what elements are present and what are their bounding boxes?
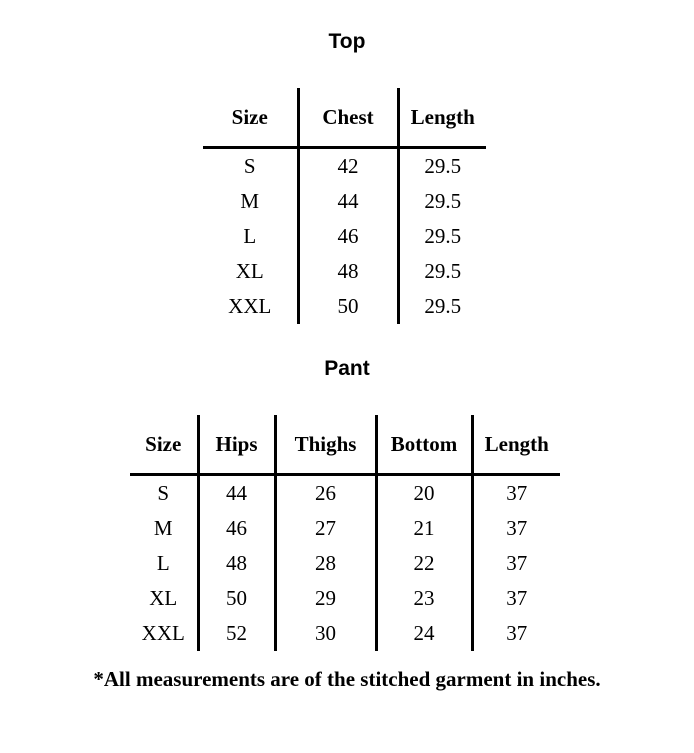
cell-size: S [157, 481, 170, 505]
pant-title: Pant [324, 357, 370, 380]
cell-hips: 48 [198, 546, 275, 581]
table-row [130, 581, 560, 616]
cell-chest: 48 [298, 254, 398, 289]
cell-length: 37 [472, 616, 560, 651]
cell-bottom: 21 [376, 511, 472, 546]
cell-bottom: 23 [376, 581, 472, 616]
header-chest: Chest [298, 88, 398, 148]
table-row [130, 546, 560, 581]
cell-size: L [243, 224, 257, 248]
cell-size: M [240, 189, 260, 213]
table-row [130, 475, 560, 512]
table-row [203, 254, 486, 289]
cell-length: 37 [472, 581, 560, 616]
cell-length: 29.5 [398, 148, 486, 185]
cell-length: 29.5 [398, 184, 486, 219]
table-row [203, 184, 486, 219]
cell-thighs: 28 [275, 546, 376, 581]
header-size: Size [130, 415, 198, 475]
cell-chest: 42 [298, 148, 398, 185]
cell-length: 29.5 [398, 254, 486, 289]
cell-chest: 46 [298, 219, 398, 254]
cell-hips: 50 [198, 581, 275, 616]
cell-thighs: 27 [275, 511, 376, 546]
top-title: Top [328, 30, 366, 53]
measurement-footnote: *All measurements are of the stitched garment in inches. [93, 667, 601, 691]
cell-length: 29.5 [398, 219, 486, 254]
cell-thighs: 30 [275, 616, 376, 651]
cell-thighs: 29 [275, 581, 376, 616]
table-row [203, 148, 486, 185]
cell-length: 37 [472, 511, 560, 546]
cell-length: 37 [472, 475, 560, 512]
cell-length: 37 [472, 546, 560, 581]
cell-size: M [153, 516, 173, 540]
cell-size: XXL [141, 621, 185, 645]
cell-bottom: 24 [376, 616, 472, 651]
cell-thighs: 26 [275, 475, 376, 512]
table-row [130, 511, 560, 546]
cell-bottom: 20 [376, 475, 472, 512]
cell-length: 29.5 [398, 289, 486, 324]
table-header-row [203, 88, 486, 148]
cell-hips: 44 [198, 475, 275, 512]
table-row [203, 219, 486, 254]
table-header-row [130, 415, 560, 475]
table-row [203, 289, 486, 324]
cell-size: XXL [228, 294, 272, 318]
cell-size: XL [235, 259, 264, 283]
cell-size: S [243, 154, 256, 178]
header-size: Size [203, 88, 298, 148]
pant-size-table [130, 415, 560, 651]
header-length: Length [398, 88, 486, 148]
cell-hips: 52 [198, 616, 275, 651]
cell-chest: 44 [298, 184, 398, 219]
cell-chest: 50 [298, 289, 398, 324]
cell-bottom: 22 [376, 546, 472, 581]
header-hips: Hips [198, 415, 275, 475]
cell-size: XL [149, 586, 178, 610]
cell-size: L [156, 551, 170, 575]
header-thighs: Thighs [275, 415, 376, 475]
table-row [130, 616, 560, 651]
top-size-table [203, 88, 486, 324]
header-bottom: Bottom [376, 415, 472, 475]
cell-hips: 46 [198, 511, 275, 546]
header-length: Length [472, 415, 560, 475]
